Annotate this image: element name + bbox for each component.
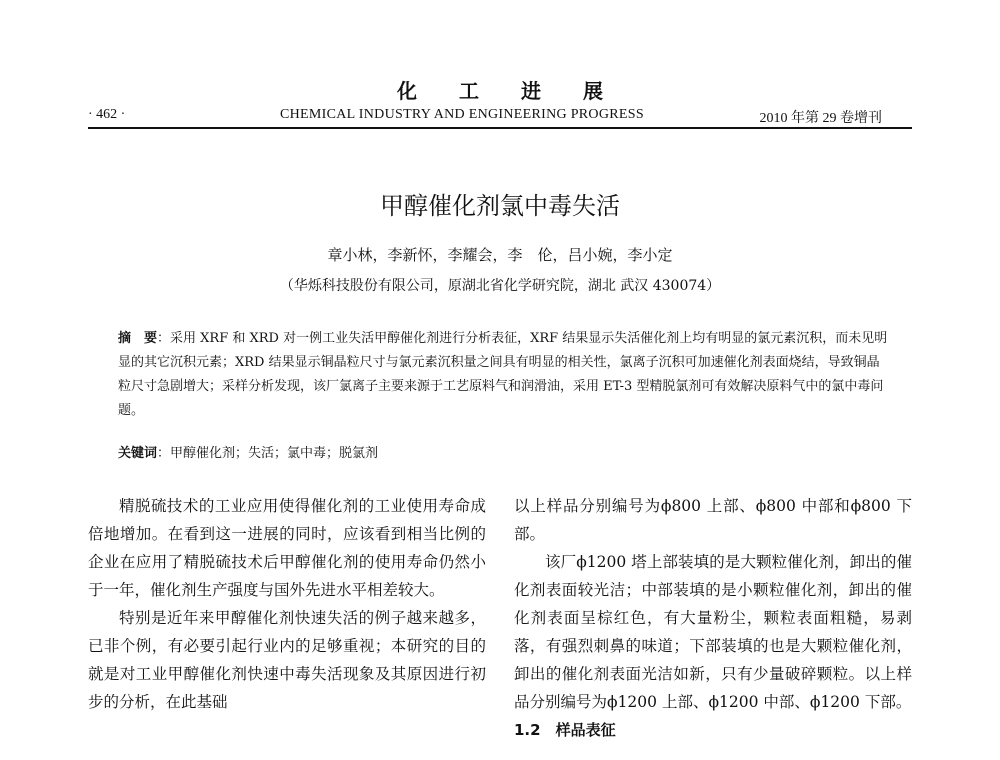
abstract-label: 摘 要: [118, 331, 158, 346]
keywords-text: ：甲醇催化剂；失活；氯中毒；脱氯剂: [157, 446, 379, 461]
abstract: [118, 327, 888, 423]
header-rule: [88, 127, 912, 129]
body-column-right: [514, 492, 912, 744]
section-heading: 1.2 样品表征: [514, 721, 616, 739]
author-list: 章小林，李新怀，李耀会，李 伦，吕小婉，李小定: [327, 246, 673, 264]
page-number: · 462 ·: [88, 107, 126, 122]
body-paragraph: 特别是近年来甲醇催化剂快速失活的例子越来越多，已非个例，有必要引起行业内的足够重视；本研究的目的就是对工业甲醇催化剂快速中毒失活现象及其原因进行初步的分析，在此基础: [88, 609, 486, 711]
keywords: [118, 443, 888, 465]
abstract-text: ：采用 XRF 和 XRD 对一例工业失活甲醇催化剂进行分析表征，XRF 结果显示失活催化剂上均有明显的氯元素沉积，而未见明显的其它沉积元素；XRD 结果显示铜晶粒尺寸与氯元素沉积量之间具有明显的相关性，氯离子沉积可加速催化剂表面烧结，导致铜晶粒尺寸急剧增大；采样分析发现，该厂氯离子主要来源于工艺原料气和润滑油，采用 ET-3 型精脱氯剂可有效解决原料气中的氯中毒问题。: [118, 331, 888, 418]
body-paragraph: 精脱硫技术的工业应用使得催化剂的工业使用寿命成倍地增加。在看到这一进展的同时，应该看到相当比例的企业在应用了精脱硫技术后甲醇催化剂的使用寿命仍然小于一年，催化剂生产强度与国外先进水平相差较大。: [88, 497, 486, 599]
body-column-left: [88, 492, 486, 716]
issue-info: 2010 年第 29 卷增刊: [759, 111, 882, 126]
journal-name-english: CHEMICAL INDUSTRY AND ENGINEERING PROGRESS: [280, 107, 644, 122]
body-paragraph: 该厂ϕ1200 塔上部装填的是大颗粒催化剂，卸出的催化剂表面较光洁；中部装填的是小颗粒催化剂，卸出的催化剂表面呈棕红色，有大量粉尘，颗粒表面粗糙，易剥落，有强烈刺鼻的味道；下部装填的也是大颗粒催化剂，卸出的催化剂表面光洁如新，只有少量破碎颗粒。以上样品分别编号为ϕ1200 上部、ϕ1200 中部、ϕ1200 下部。: [514, 553, 912, 711]
body-paragraph: 以上样品分别编号为ϕ800 上部、ϕ800 中部和ϕ800 下部。: [514, 497, 912, 543]
journal-name-chinese: 化工进展: [397, 79, 645, 103]
keywords-label: 关键词: [118, 446, 158, 461]
article-title: 甲醇催化剂氯中毒失活: [380, 192, 620, 220]
affiliation: （华烁科技股份有限公司，原湖北省化学研究院，湖北 武汉 430074）: [279, 278, 721, 294]
